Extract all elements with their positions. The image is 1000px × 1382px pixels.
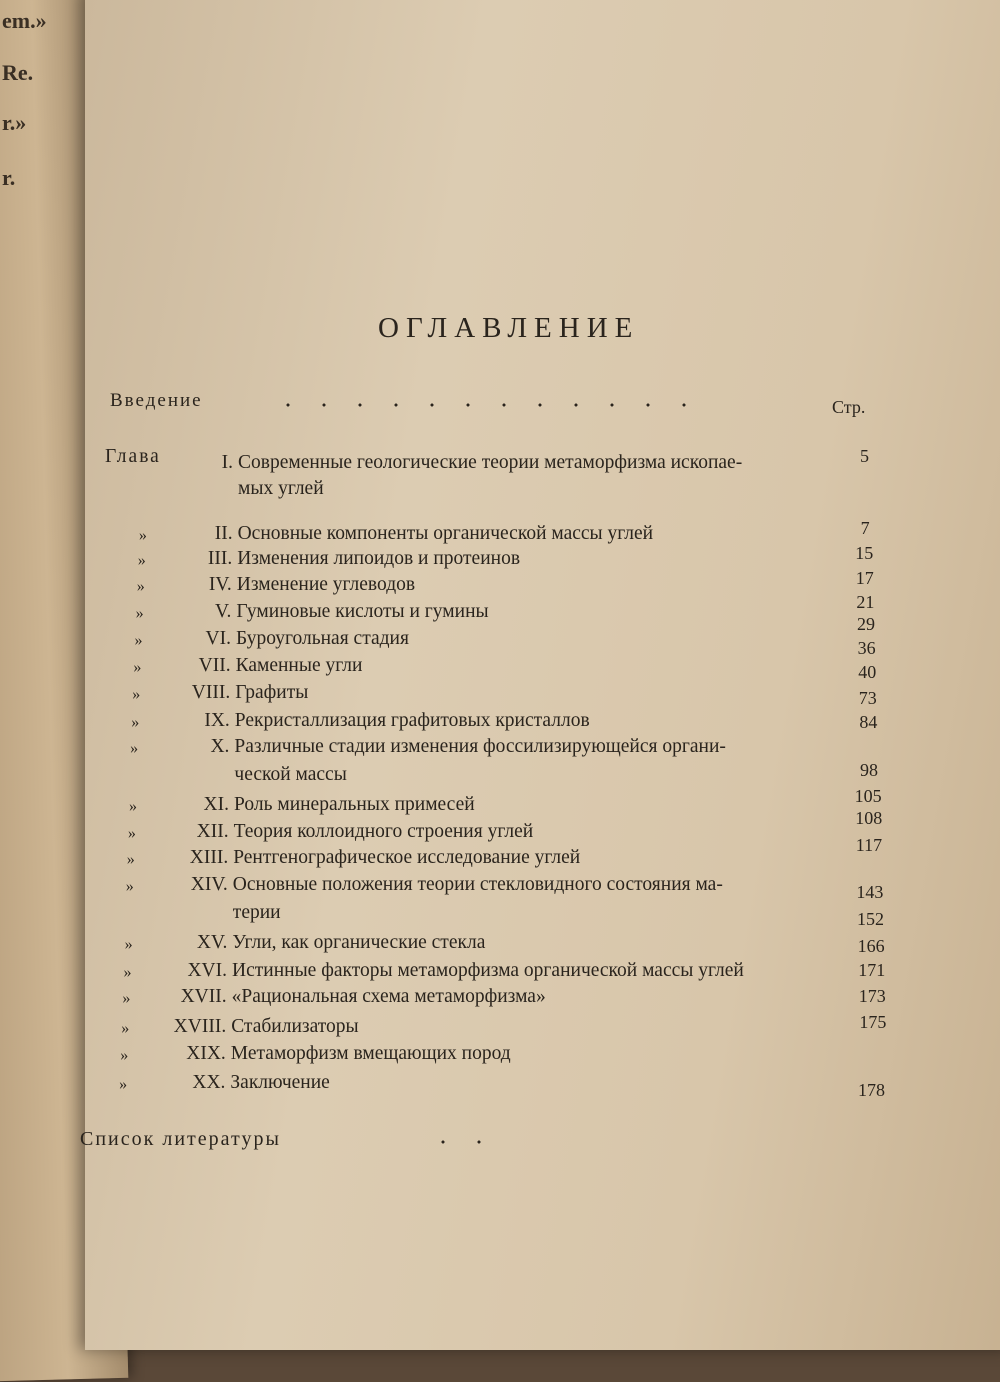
chapter-number: II. — [214, 523, 233, 544]
chapter-number: XIII. — [189, 847, 229, 868]
chapter-title-line: Буроугольная стадия — [236, 628, 409, 649]
chapter-page-number: 15 — [855, 543, 874, 563]
ditto-mark: » — [135, 605, 144, 622]
ditto-mark: » — [120, 1047, 129, 1064]
chapter-title-line: «Рациональная схема метаморфизма» — [231, 986, 546, 1007]
chapter-title-line: Теория коллоидного строения углей — [233, 821, 534, 842]
chapter-number: XVI. — [187, 960, 227, 981]
left-page-fragment: Re. — [2, 60, 34, 85]
chapter-number: IX. — [204, 710, 230, 731]
chapter-title-line: Современные геологические теории метаморфизма ископае- — [238, 452, 743, 473]
chapter-number: IV. — [208, 574, 232, 595]
ditto-mark: » — [130, 740, 139, 757]
chapter-page-number: 5 — [860, 446, 869, 466]
chapter-number: XIV. — [190, 874, 228, 895]
ditto-mark: » — [136, 578, 145, 595]
ditto-mark: » — [122, 990, 131, 1007]
chapter-title-line: Угли, как органические стекла — [232, 932, 486, 953]
ditto-mark: » — [133, 659, 142, 676]
ditto-mark: » — [124, 936, 133, 953]
chapter-title-line: Изменение углеводов — [236, 574, 416, 595]
chapter-page-number: 73 — [858, 688, 877, 708]
ditto-mark: » — [137, 552, 146, 569]
ditto-mark: » — [132, 686, 141, 703]
literature-label: Список литературы — [80, 1128, 281, 1150]
chapter-page-number: 40 — [858, 662, 877, 682]
chapter-page-number: 29 — [857, 614, 875, 634]
chapter-title-line: мых углей — [238, 478, 324, 499]
ditto-mark: » — [127, 825, 136, 842]
chapter-number: I. — [221, 452, 233, 473]
chapter-number: XVII. — [180, 986, 227, 1007]
chapter-number: VI. — [205, 628, 231, 649]
chapter-title-line: Различные стадии изменения фоссилизирующейся органи- — [234, 736, 726, 757]
chapter-title-line: Основные компоненты органической массы углей — [237, 523, 654, 544]
chapter-page-number: 84 — [859, 712, 878, 732]
chapter-title-line: Рекристаллизация графитовых кристаллов — [234, 710, 590, 731]
chapter-title-line: Заключение — [230, 1072, 330, 1093]
page-column-header: Стр. — [832, 397, 866, 417]
chapter-page-number: 173 — [858, 986, 886, 1006]
chapter-number: V. — [214, 601, 232, 622]
chapter-title-line: ческой массы — [234, 764, 347, 785]
chapter-number: VIII. — [191, 682, 231, 703]
chapter-number: XIX. — [186, 1043, 226, 1064]
chapter-title-line: Стабилизаторы — [231, 1016, 359, 1037]
chapter-title-line: Метаморфизм вмещающих пород — [230, 1043, 511, 1064]
chapter-page-number: 108 — [855, 808, 883, 828]
chapter-title-line: Основные положения теории стекловидного состояния ма- — [232, 874, 723, 895]
chapter-page-number: 143 — [856, 882, 884, 902]
chapter-title-line: Каменные угли — [235, 655, 363, 676]
chapter-title-line: терии — [232, 902, 281, 923]
page-title: ОГЛАВЛЕНИЕ — [378, 312, 640, 344]
chapter-number: X. — [210, 736, 230, 757]
chapter-number: III. — [207, 548, 233, 569]
intro-label: Введение — [110, 390, 203, 411]
left-page-fragment: r. — [2, 165, 16, 190]
ditto-mark: » — [126, 851, 135, 868]
left-page-fragment: em.» — [2, 8, 47, 33]
ditto-mark: » — [119, 1076, 128, 1093]
chapter-page-number: 17 — [855, 568, 874, 588]
ditto-mark: » — [131, 714, 140, 731]
chapter-page-number: 171 — [858, 960, 886, 980]
leader-dots — [270, 403, 710, 407]
chapter-number: VII. — [198, 655, 231, 676]
chapter-page-number: 152 — [857, 909, 884, 929]
chapter-number: XX. — [192, 1072, 226, 1093]
chapter-page-number: 36 — [857, 638, 876, 658]
left-page-fragment: r.» — [2, 110, 27, 135]
ditto-mark: » — [125, 878, 134, 895]
ditto-mark: » — [129, 798, 137, 815]
chapter-page-number: 175 — [859, 1012, 887, 1032]
chapter-title-line: Рентгенографическое исследование углей — [233, 847, 581, 868]
chapter-page-number: 7 — [860, 518, 870, 538]
chapter-number: XV. — [196, 932, 228, 953]
ditto-mark: » — [138, 527, 147, 544]
chapter-number: XI. — [203, 794, 229, 815]
chapter-title-line: Истинные факторы метаморфизма органической массы углей — [232, 960, 744, 981]
chapter-page-number: 98 — [860, 760, 878, 780]
literature-page-number: 178 — [858, 1080, 885, 1100]
chapter-page-number: 117 — [855, 835, 883, 855]
chapter-title-line: Гуминовые кислоты и гумины — [236, 601, 489, 622]
chapter-title-line: Графиты — [235, 682, 309, 703]
ditto-mark: » — [121, 1020, 130, 1037]
chapter-title-line: Роль минеральных примесей — [234, 794, 475, 815]
chapter-number: XVIII. — [173, 1016, 227, 1037]
chapter-number: XII. — [196, 821, 229, 842]
chapter-word: Глава — [105, 446, 161, 467]
leader-dots — [425, 1140, 505, 1144]
chapter-page-number: 21 — [856, 592, 875, 612]
chapter-title-line: Изменения липоидов и протеинов — [237, 548, 521, 569]
chapter-page-number: 166 — [857, 936, 885, 956]
ditto-mark: » — [123, 964, 132, 981]
chapter-page-number: 105 — [854, 786, 882, 806]
ditto-mark: » — [134, 632, 143, 649]
